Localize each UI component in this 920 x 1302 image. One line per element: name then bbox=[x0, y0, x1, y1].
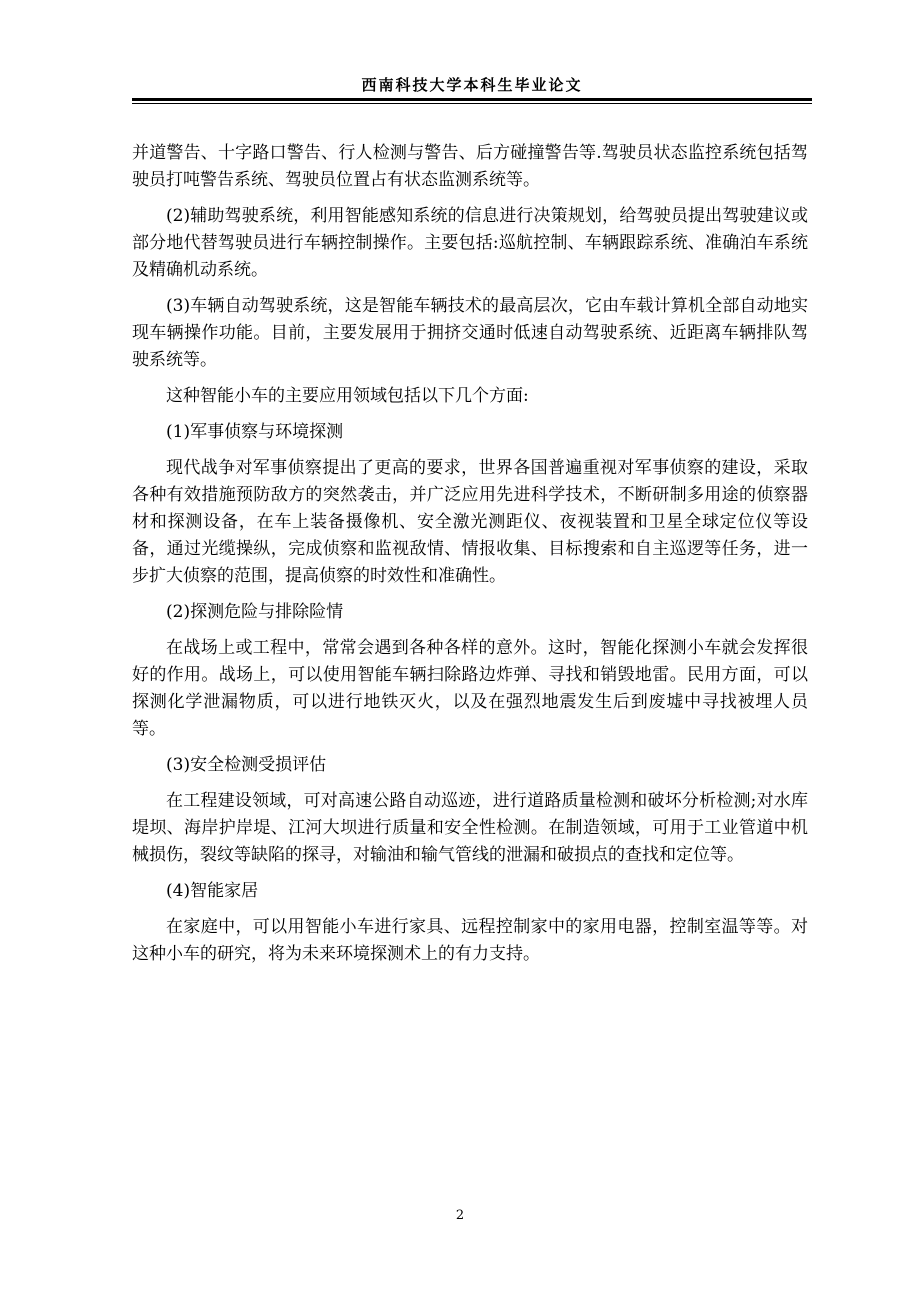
header-rule-thick bbox=[132, 98, 812, 101]
paragraph-assisted-driving: (2)辅助驾驶系统，利用智能感知系统的信息进行决策规划，给驾驶员提出驾驶建议或部分地代替驾驶员进行车辆控制操作。主要包括:巡航控制、车辆跟踪系统、准确泊车系统及精确机动系统。 bbox=[132, 206, 808, 280]
page-header bbox=[132, 70, 812, 104]
subheading-military: (1)军事侦察与环境探测 bbox=[166, 422, 344, 442]
paragraph-applications-intro: 这种智能小车的主要应用领域包括以下几个方面: bbox=[166, 386, 529, 406]
subheading-safety: (3)安全检测受损评估 bbox=[166, 755, 327, 775]
header-rule-thin bbox=[132, 103, 812, 104]
body-text bbox=[132, 140, 808, 977]
page-number: 2 bbox=[455, 1208, 465, 1223]
subheading-smart-home: (4)智能家居 bbox=[166, 881, 259, 901]
header-title: 西南科技大学本科生毕业论文 bbox=[361, 76, 583, 94]
paragraph-smart-home: 在家庭中，可以用智能小车进行家具、远程控制家中的家用电器，控制室温等等。对这种小车的研究，将为未来环境探测术上的有力支持。 bbox=[132, 917, 808, 964]
paragraph-autonomous-driving: (3)车辆自动驾驶系统，这是智能车辆技术的最高层次，它由车载计算机全部自动地实现车辆操作功能。目前，主要发展用于拥挤交通时低速自动驾驶系统、近距离车辆排队驾驶系统等。 bbox=[132, 296, 808, 370]
paragraph-continued: 并道警告、十字路口警告、行人检测与警告、后方碰撞警告等.驾驶员状态监控系统包括驾驶员打吨警告系统、驾驶员位置占有状态监测系统等。 bbox=[132, 143, 808, 190]
paragraph-military: 现代战争对军事侦察提出了更高的要求，世界各国普遍重视对军事侦察的建设，采取各种有效措施预防敌方的突然袭击，并广泛应用先进科学技术，不断研制多用途的侦察器材和探测设备，在车上装备摄像机、安全激光测距仪、夜视装置和卫星全球定位仪等设备，通过光缆操纵，完成侦察和监视敌情、情报收集、目标搜索和自主巡逻等任务，进一步扩大侦察的范围，提高侦察的时效性和准确性。 bbox=[132, 458, 808, 586]
paragraph-hazard: 在战场上或工程中，常常会遇到各种各样的意外。这时，智能化探测小车就会发挥很好的作用。战场上，可以使用智能车辆扫除路边炸弹、寻找和销毁地雷。民用方面，可以探测化学泄漏物质，可以进行地铁灭火，以及在强烈地震发生后到废墟中寻找被埋人员等。 bbox=[132, 638, 808, 739]
subheading-hazard: (2)探测危险与排除险情 bbox=[166, 602, 344, 622]
paragraph-safety: 在工程建设领域，可对高速公路自动巡迹，进行道路质量检测和破坏分析检测;对水库堤坝、海岸护岸堤、江河大坝进行质量和安全性检测。在制造领域，可用于工业管道中机械损伤，裂纹等缺陷的探寻，对输油和输气管线的泄漏和破损点的查找和定位等。 bbox=[132, 791, 808, 865]
